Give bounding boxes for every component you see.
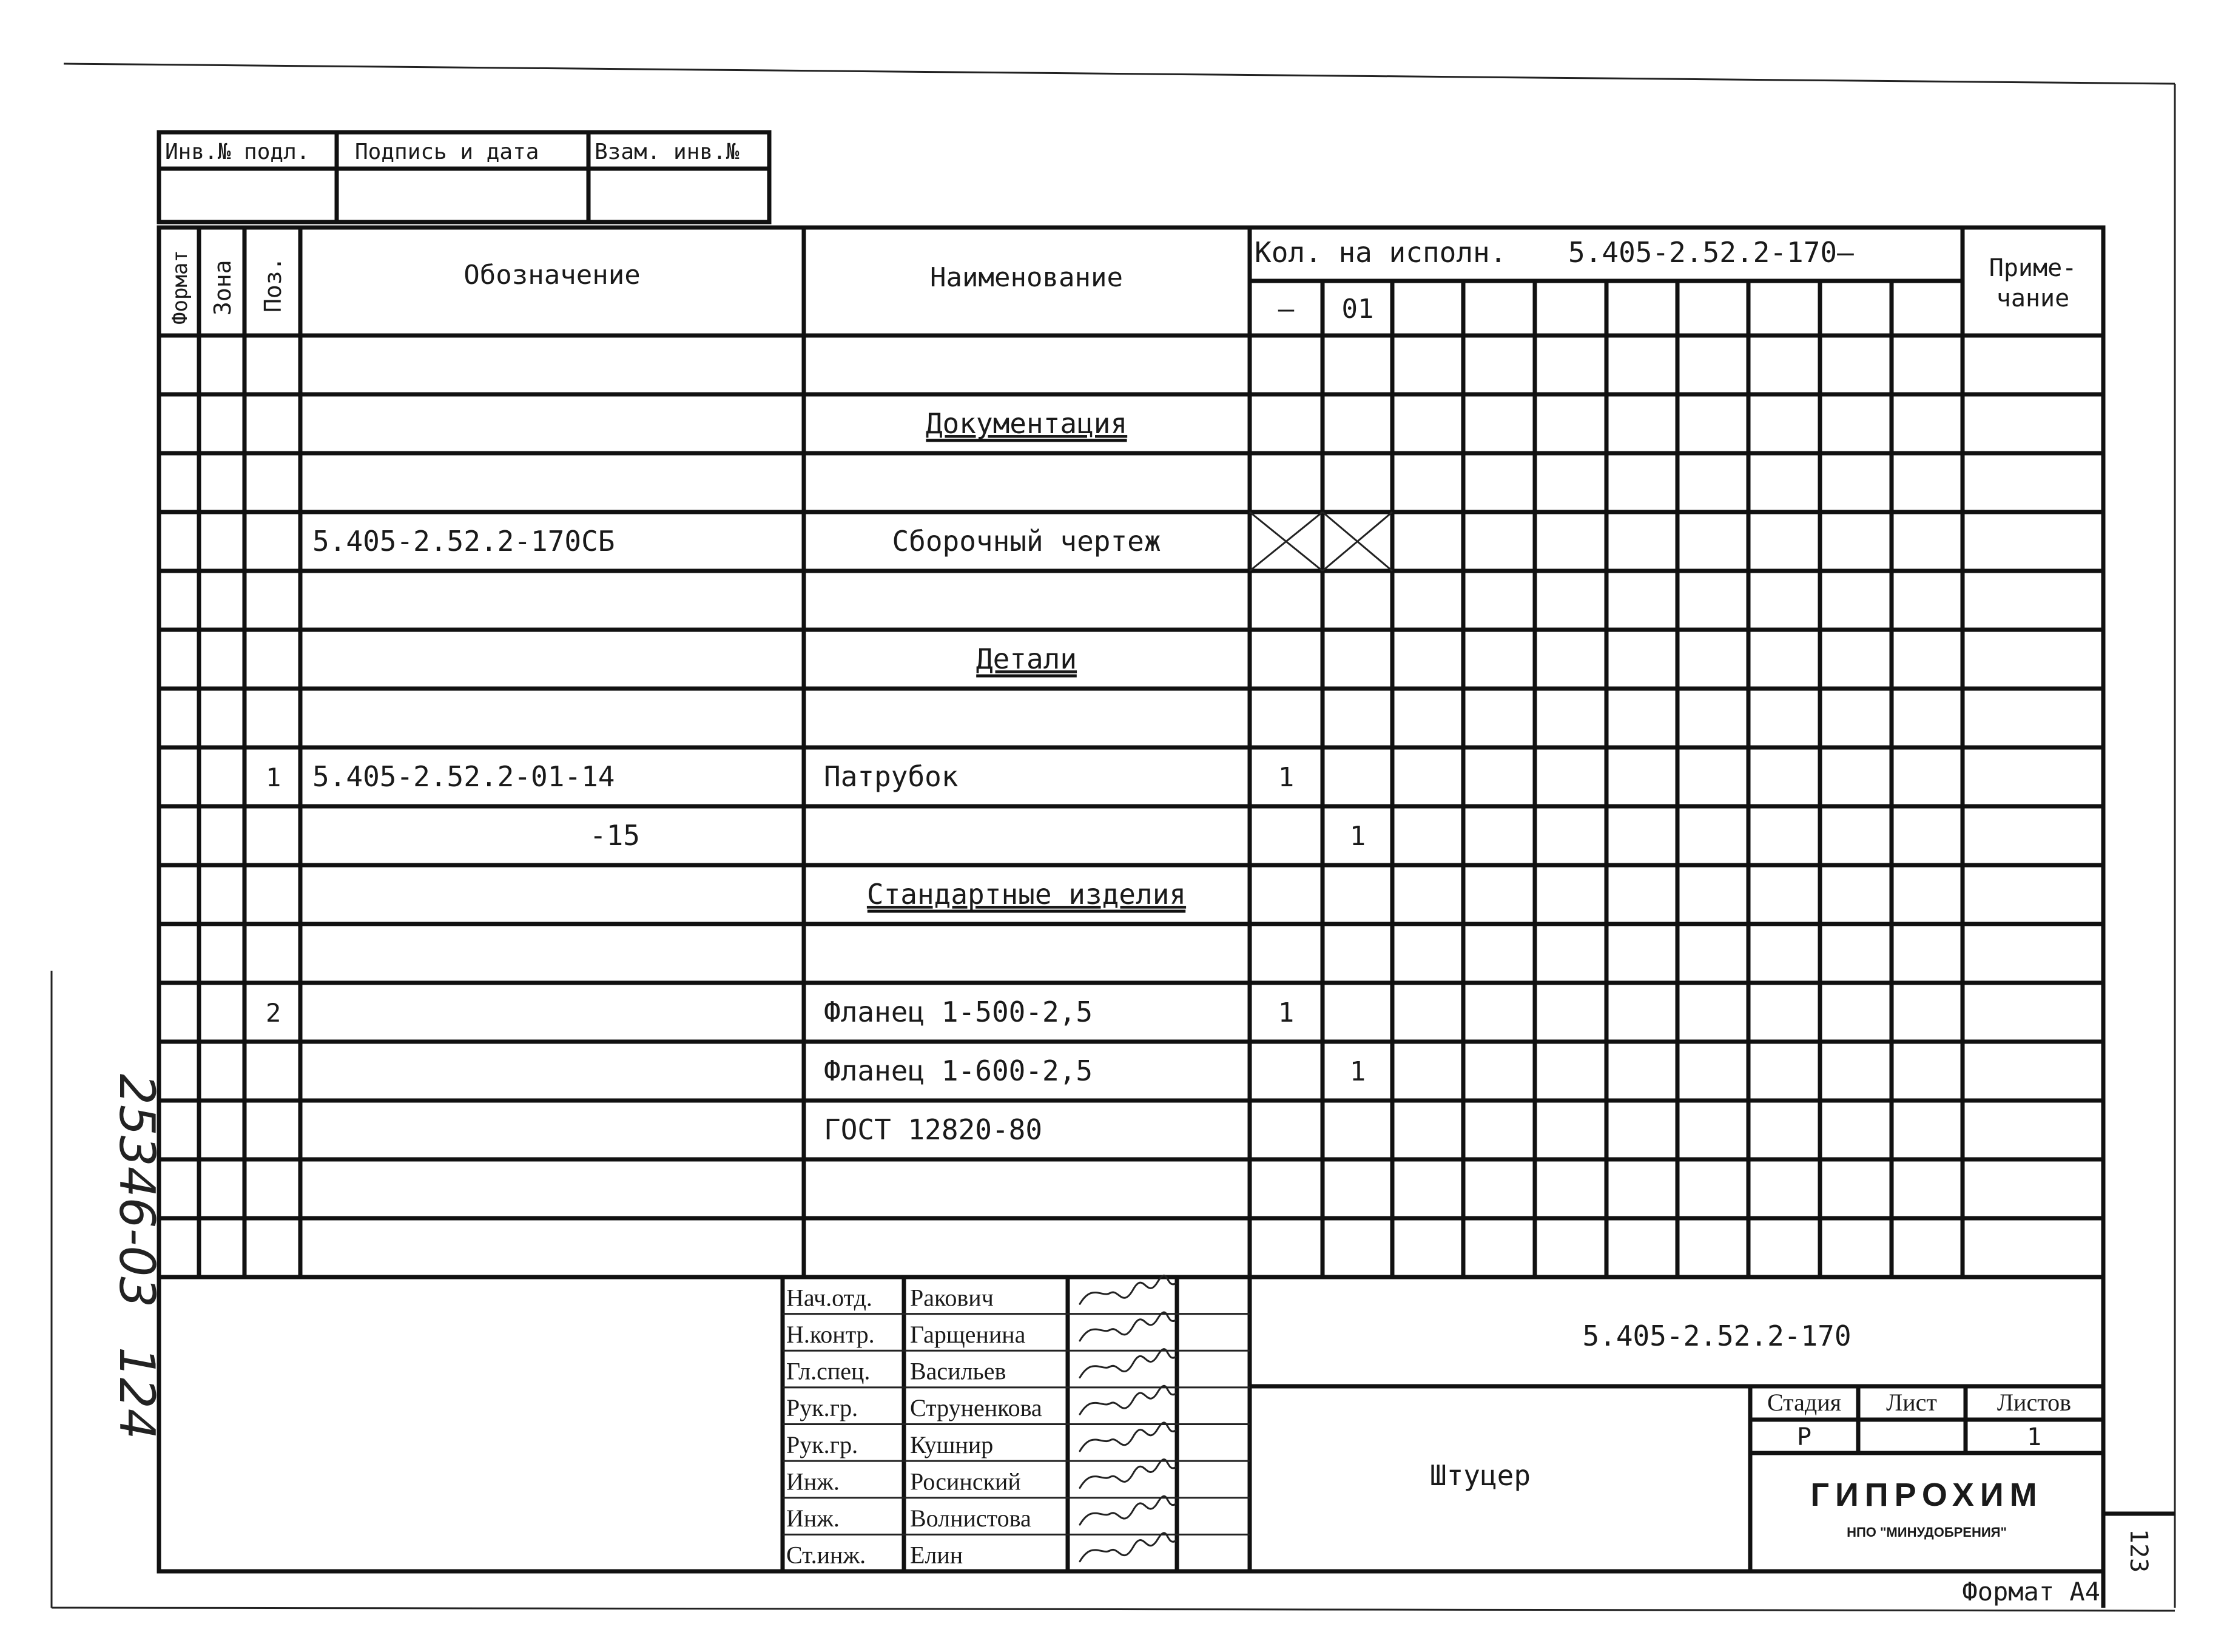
row-section-title: Стандартные изделия bbox=[866, 878, 1187, 911]
row-name: ГОСТ 12820-80 bbox=[824, 1113, 1043, 1147]
stamp-header-sign: Подпись и дата bbox=[355, 140, 539, 164]
row-designation: -15 bbox=[589, 819, 640, 852]
sheets-value: 1 bbox=[2026, 1423, 2042, 1451]
row-section-title: Детали bbox=[976, 642, 1077, 676]
header-variant-01: 01 bbox=[1341, 294, 1374, 325]
side-annotation: 25346-03 bbox=[109, 1074, 165, 1308]
header-designation: Обозначение bbox=[463, 260, 641, 291]
signature-row bbox=[786, 1312, 1176, 1348]
stage-label: Стадия bbox=[1767, 1389, 1842, 1416]
signature-person: Струненкова bbox=[910, 1394, 1042, 1422]
row-name: Фланец 1-600-2,5 bbox=[824, 1054, 1093, 1088]
row-qty-2: 1 bbox=[1349, 1056, 1366, 1088]
stamp-header-inv: Инв.№ подл. bbox=[165, 140, 310, 164]
signature-row bbox=[786, 1533, 1176, 1569]
signature-role: Гл.спец. bbox=[786, 1357, 871, 1385]
signature-person: Гарщенина bbox=[910, 1320, 1026, 1348]
page-number: 123 bbox=[2125, 1529, 2152, 1573]
table-row bbox=[976, 642, 1077, 676]
signature-row bbox=[786, 1349, 1176, 1385]
signature-mark bbox=[1080, 1423, 1176, 1451]
org-name: ГИПРОХИМ bbox=[1810, 1477, 2043, 1513]
header-note-line2: чание bbox=[1996, 285, 2070, 312]
signature-role: Инж. bbox=[786, 1505, 840, 1532]
signature-role: Нач.отд. bbox=[786, 1284, 872, 1312]
signature-mark bbox=[1080, 1386, 1176, 1414]
top-stamp bbox=[159, 132, 769, 222]
signature-mark bbox=[1080, 1533, 1176, 1562]
signature-row bbox=[786, 1496, 1176, 1532]
signature-person: Елин bbox=[910, 1541, 963, 1569]
table-row bbox=[824, 1113, 1042, 1146]
signature-role: Н.контр. bbox=[786, 1320, 875, 1348]
table-row bbox=[266, 760, 1294, 793]
side-number: 124 bbox=[109, 1347, 165, 1440]
row-designation: 5.405-2.52.2-170СБ bbox=[312, 525, 615, 558]
row-designation: 5.405-2.52.2-01-14 bbox=[312, 760, 615, 794]
sheet-label: Лист bbox=[1886, 1389, 1937, 1416]
row-pos: 1 bbox=[266, 763, 281, 793]
row-qty-2: 1 bbox=[1349, 821, 1366, 852]
signature-role: Рук.гр. bbox=[786, 1431, 858, 1458]
item-name: Штуцер bbox=[1429, 1459, 1531, 1492]
sheets-label: Листов bbox=[1997, 1389, 2072, 1416]
stage-value: Р bbox=[1796, 1423, 1812, 1451]
format-label: Формат А4 bbox=[1962, 1577, 2100, 1606]
header-name: Наименование bbox=[930, 262, 1123, 293]
signature-person: Васильев bbox=[910, 1357, 1006, 1385]
header-qty-title: Кол. на исполн. bbox=[1255, 236, 1507, 269]
row-qty-1: 1 bbox=[1278, 762, 1295, 794]
page-top-edge bbox=[64, 64, 2175, 84]
row-pos: 2 bbox=[266, 998, 281, 1028]
signature-person: Росинский bbox=[910, 1468, 1021, 1495]
header-pos: Поз. bbox=[260, 257, 286, 312]
row-section-title: Документация bbox=[925, 407, 1128, 440]
header-zone: Зона bbox=[209, 260, 236, 315]
org-subtitle: НПО "МИНУДОБРЕНИЯ" bbox=[1847, 1525, 2007, 1540]
table-row bbox=[266, 996, 1294, 1028]
doc-number: 5.405-2.52.2-170 bbox=[1582, 1320, 1852, 1352]
table-row bbox=[824, 1054, 1366, 1087]
signature-mark bbox=[1080, 1459, 1176, 1488]
signature-person: Волнистова bbox=[910, 1505, 1031, 1532]
row-lines bbox=[159, 394, 2103, 1218]
table-row bbox=[926, 407, 1127, 440]
signature-role: Рук.гр. bbox=[786, 1394, 858, 1422]
header-format: Формат bbox=[168, 250, 192, 325]
page-number-box bbox=[2103, 1514, 2175, 1608]
signature-row bbox=[786, 1459, 1176, 1495]
page-bottom-edge bbox=[52, 1608, 2175, 1611]
signature-role: Инж. bbox=[786, 1468, 840, 1495]
row-name: Фланец 1-500-2,5 bbox=[824, 996, 1093, 1029]
signature-row bbox=[786, 1275, 1176, 1311]
column-lines bbox=[199, 228, 1963, 1277]
row-name: Сборочный чертеж bbox=[892, 525, 1161, 558]
signature-row bbox=[786, 1386, 1176, 1421]
signature-person: Кушнир bbox=[910, 1431, 994, 1458]
header-variant-dash: – bbox=[1278, 294, 1295, 325]
signature-row bbox=[786, 1423, 1176, 1458]
stamp-header-replace: Взам. инв.№ bbox=[595, 140, 740, 164]
row-qty-1: 1 bbox=[1278, 997, 1295, 1029]
header-note-line1: Приме- bbox=[1989, 254, 2077, 282]
signature-mark bbox=[1080, 1275, 1176, 1304]
signature-mark bbox=[1080, 1312, 1176, 1341]
signature-mark bbox=[1080, 1349, 1176, 1378]
table-row bbox=[312, 512, 1392, 571]
signature-role: Ст.инж. bbox=[786, 1541, 866, 1569]
signature-person: Ракович bbox=[910, 1284, 994, 1312]
title-block bbox=[159, 1275, 2103, 1571]
table-row bbox=[867, 878, 1186, 911]
row-name: Патрубок bbox=[824, 760, 959, 794]
table-body bbox=[266, 407, 1392, 1146]
signature-mark bbox=[1080, 1496, 1176, 1525]
header-qty-doc: 5.405-2.52.2-170— bbox=[1568, 236, 1854, 269]
